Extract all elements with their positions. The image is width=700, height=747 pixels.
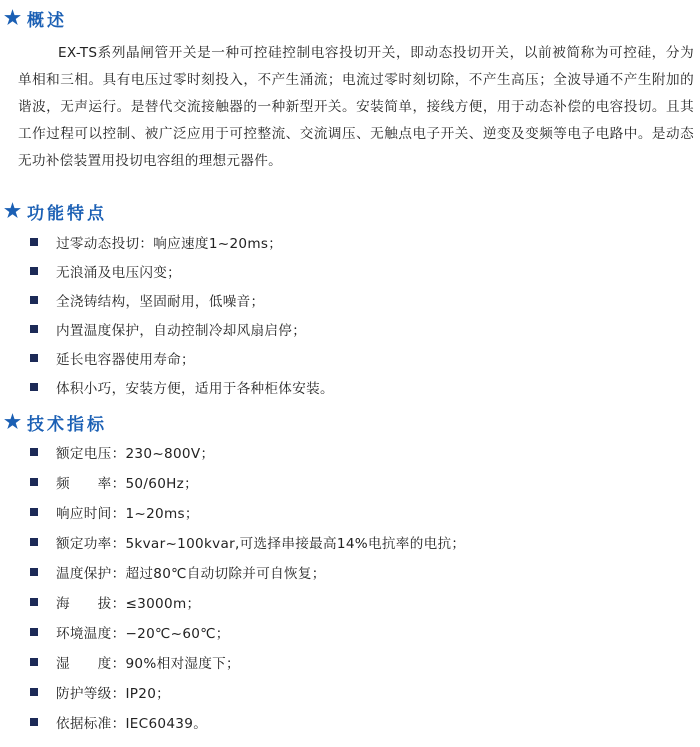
list-item <box>30 467 465 497</box>
spec-value: IP20； <box>125 686 171 702</box>
features-title: 功能特点 <box>27 203 108 224</box>
square-bullet-icon <box>30 508 38 516</box>
star-icon: ★ <box>4 200 22 222</box>
list-item: 全浇铸结构，坚固耐用，低噪音； <box>30 285 334 314</box>
spec-label: 额定电压： <box>56 446 126 462</box>
spec-value: 1~20ms； <box>125 506 199 522</box>
overview-paragraph: EX-TS系列晶闸管开关是一种可控硅控制电容投切开关，即动态投切开关，以前被简称为可控硅，分为单相和三相。具有电压过零时刻投入，不产生涌流；电流过零时刻切除，不产生高压；全波导通不产生附加的谐波，无声运行。是替代交流接触器的一种新型开关。安装简单，接线方便，用于动态补偿的电容投切。且其工作过程可以控制、被广泛应用于可控整流、交流调压、无触点电子开关、逆变及变频等电子电路中。是动态无功补偿装置用投切电容组的理想元器件。 <box>18 45 694 169</box>
spec-value: 90%相对湿度下； <box>125 656 240 672</box>
square-bullet-icon <box>30 325 38 333</box>
square-bullet-icon <box>30 598 38 606</box>
square-bullet-icon <box>30 658 38 666</box>
list-item: 过零动态投切：响应速度1~20ms； <box>30 227 334 256</box>
list-item <box>30 647 465 677</box>
square-bullet-icon <box>30 448 38 456</box>
list-item <box>30 587 465 617</box>
square-bullet-icon <box>30 354 38 362</box>
square-bullet-icon <box>30 383 38 391</box>
square-bullet-icon <box>30 296 38 304</box>
square-bullet-icon <box>30 267 38 275</box>
spec-label: 额定功率： <box>56 536 126 552</box>
list-item: 延长电容器使用寿命； <box>30 343 334 372</box>
list-item: 体积小巧，安装方便，适用于各种柜体安装。 <box>30 372 334 401</box>
square-bullet-icon <box>30 478 38 486</box>
overview-title: 概述 <box>27 10 68 31</box>
list-item <box>30 707 465 737</box>
square-bullet-icon <box>30 628 38 636</box>
list-item <box>30 557 465 587</box>
specs-heading <box>4 410 107 434</box>
features-list <box>30 227 334 401</box>
square-bullet-icon <box>30 538 38 546</box>
specs-title: 技术指标 <box>27 414 108 435</box>
list-item <box>30 497 465 527</box>
spec-value: 230~800V； <box>125 446 215 462</box>
star-icon: ★ <box>4 7 22 29</box>
spec-label: 海 拔： <box>56 596 126 612</box>
spec-value: ≤3000m； <box>125 596 201 612</box>
spec-value: 5kvar~100kvar,可选择串接最高14%电抗率的电抗； <box>125 536 466 552</box>
spec-label: 依据标准： <box>56 716 126 732</box>
spec-label: 频 率： <box>56 476 126 492</box>
spec-label: 温度保护： <box>56 566 126 582</box>
spec-label: 环境温度： <box>56 626 126 642</box>
spec-value: IEC60439。 <box>125 716 208 732</box>
list-item <box>30 527 465 557</box>
list-item <box>30 437 465 467</box>
spec-label: 响应时间： <box>56 506 126 522</box>
spec-label: 防护等级： <box>56 686 126 702</box>
specs-list <box>30 437 465 737</box>
list-item: 无浪涌及电压闪变； <box>30 256 334 285</box>
square-bullet-icon <box>30 238 38 246</box>
spec-value: −20℃~60℃； <box>125 626 230 642</box>
list-item <box>30 677 465 707</box>
square-bullet-icon <box>30 718 38 726</box>
spec-label: 湿 度： <box>56 656 126 672</box>
square-bullet-icon <box>30 568 38 576</box>
spec-value: 超过80℃自动切除并可自恢复； <box>125 566 326 582</box>
list-item <box>30 617 465 647</box>
spec-value: 50/60Hz； <box>125 476 198 492</box>
overview-heading <box>4 6 67 30</box>
star-icon: ★ <box>4 411 22 433</box>
features-heading <box>4 199 107 223</box>
square-bullet-icon <box>30 688 38 696</box>
list-item: 内置温度保护，自动控制冷却风扇启停； <box>30 314 334 343</box>
